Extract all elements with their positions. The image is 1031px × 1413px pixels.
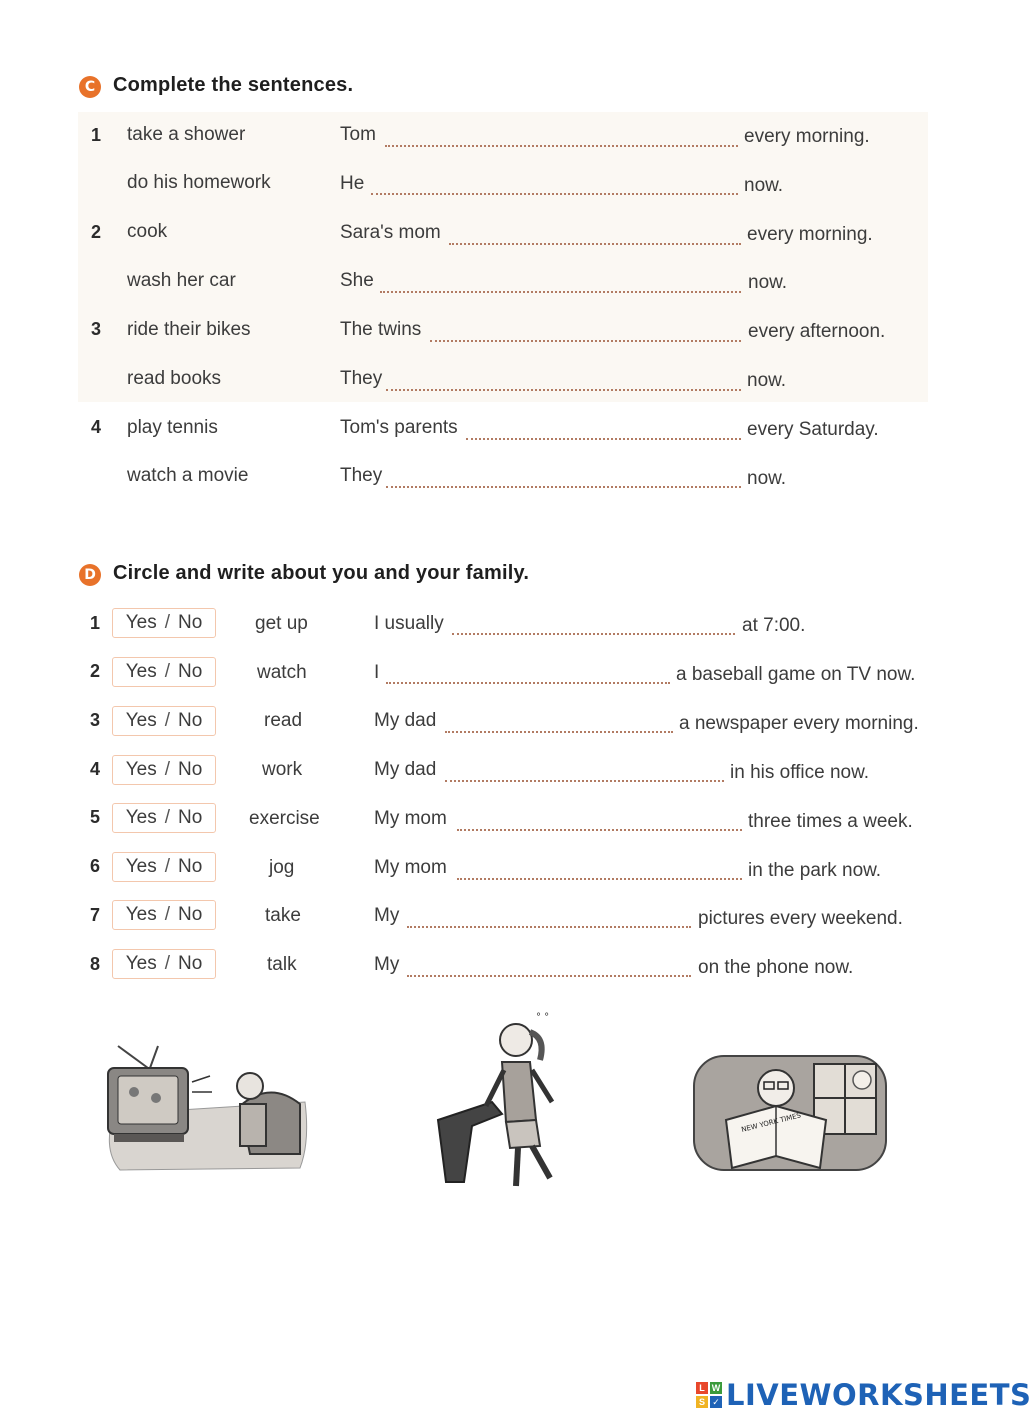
item-number: 1	[90, 613, 101, 633]
answer-blank[interactable]	[380, 291, 741, 293]
sentence-subject: She	[340, 270, 374, 291]
sentence-ending: a baseball game on TV now.	[676, 664, 916, 685]
sentence-subject: My mom	[374, 808, 447, 829]
sentence-ending: every Saturday.	[747, 419, 879, 440]
no-option[interactable]: No	[177, 904, 203, 925]
yes-no-choice	[112, 949, 216, 979]
sentence-subject: Tom's parents	[340, 417, 458, 438]
answer-blank[interactable]	[457, 878, 742, 880]
sentence-subject: My dad	[374, 710, 437, 731]
section-d-badge: D	[79, 564, 101, 586]
answer-blank[interactable]	[407, 975, 691, 977]
sentence-ending: now.	[744, 175, 784, 196]
yes-option[interactable]: Yes	[125, 612, 157, 633]
answer-blank[interactable]	[385, 145, 738, 147]
item-number: 3	[90, 710, 101, 730]
sentence-ending: every afternoon.	[748, 321, 886, 342]
answer-blank[interactable]	[371, 193, 738, 195]
yes-option[interactable]: Yes	[125, 710, 157, 731]
sentence-subject: He	[340, 173, 365, 194]
section-d-title: Circle and write about you and your family.	[113, 562, 530, 584]
verb-prompt: play tennis	[127, 417, 218, 438]
verb-prompt: wash her car	[127, 270, 236, 291]
no-option[interactable]: No	[177, 661, 203, 682]
item-number: 3	[91, 319, 102, 339]
verb-prompt: get up	[255, 613, 308, 634]
item-number: 1	[91, 125, 102, 145]
sentence-subject: I usually	[374, 613, 444, 634]
no-option[interactable]: No	[177, 807, 203, 828]
sentence-ending: now.	[747, 370, 787, 391]
sentence-subject: My	[374, 905, 400, 926]
verb-prompt: cook	[127, 221, 168, 242]
sentence-ending: every morning.	[744, 126, 870, 147]
logo-text: LIVEWORKSHEETS	[726, 1378, 1031, 1412]
sentence-subject: I	[374, 662, 380, 683]
answer-blank[interactable]	[386, 486, 741, 488]
answer-blank[interactable]	[407, 926, 691, 928]
section-c-badge: C	[79, 76, 101, 98]
yes-option[interactable]: Yes	[125, 807, 157, 828]
answer-blank[interactable]	[452, 633, 735, 635]
item-number: 6	[90, 856, 101, 876]
yes-no-choice	[112, 755, 216, 785]
verb-prompt: read books	[127, 368, 222, 389]
choice-separator: /	[164, 904, 170, 925]
sentence-subject: My mom	[374, 857, 447, 878]
item-number: 4	[91, 417, 102, 437]
newspaper-reading-illustration	[690, 1040, 890, 1174]
sentence-ending: at 7:00.	[742, 615, 806, 636]
answer-blank[interactable]	[386, 389, 741, 391]
section-c-background	[78, 112, 928, 402]
yes-option[interactable]: Yes	[125, 759, 157, 780]
verb-prompt: exercise	[249, 808, 320, 829]
choice-separator: /	[164, 856, 170, 877]
sentence-ending: in the park now.	[748, 860, 882, 881]
logo-letter-l: L	[696, 1382, 708, 1394]
jogging-woman-illustration	[432, 1010, 582, 1192]
section-c-title: Complete the sentences.	[113, 74, 354, 96]
item-number: 5	[90, 807, 101, 827]
yes-option[interactable]: Yes	[125, 661, 157, 682]
verb-prompt: ride their bikes	[127, 319, 251, 340]
sentence-subject: My dad	[374, 759, 437, 780]
item-number: 2	[91, 222, 102, 242]
answer-blank[interactable]	[449, 243, 741, 245]
item-number: 4	[90, 759, 101, 779]
verb-prompt: take a shower	[127, 124, 246, 145]
sentence-ending: pictures every weekend.	[698, 908, 903, 929]
sentence-ending: every morning.	[747, 224, 873, 245]
item-number: 8	[90, 954, 101, 974]
sentence-ending: in his office now.	[730, 762, 870, 783]
verb-prompt: watch	[257, 662, 307, 683]
no-option[interactable]: No	[177, 953, 203, 974]
answer-blank[interactable]	[466, 438, 741, 440]
tv-watching-illustration	[100, 1042, 310, 1174]
yes-no-choice	[112, 803, 216, 833]
verb-prompt: jog	[269, 857, 295, 878]
yes-no-choice	[112, 900, 216, 930]
choice-separator: /	[164, 661, 170, 682]
logo-letter-s: S	[696, 1396, 708, 1408]
sentence-ending: a newspaper every morning.	[679, 713, 919, 734]
no-option[interactable]: No	[177, 612, 203, 633]
verb-prompt: watch a movie	[127, 465, 249, 486]
yes-no-choice	[112, 852, 216, 882]
choice-separator: /	[164, 612, 170, 633]
liveworksheets-logo[interactable]	[696, 1378, 1031, 1412]
sentence-ending: now.	[748, 272, 788, 293]
item-number: 2	[90, 661, 101, 681]
verb-prompt: take	[265, 905, 301, 926]
sentence-subject: Sara's mom	[340, 222, 441, 243]
choice-separator: /	[164, 807, 170, 828]
sentence-subject: They	[340, 465, 383, 486]
sentence-subject: They	[340, 368, 383, 389]
sentence-ending: now.	[747, 468, 787, 489]
item-number: 7	[90, 905, 101, 925]
verb-prompt: do his homework	[127, 172, 271, 193]
newspaper-masthead: NEW YORK TIMES	[740, 1111, 802, 1134]
sentence-subject: Tom	[340, 124, 376, 145]
no-option[interactable]: No	[177, 710, 203, 731]
yes-option[interactable]: Yes	[125, 953, 157, 974]
verb-prompt: work	[262, 759, 303, 780]
answer-blank[interactable]	[445, 731, 673, 733]
sentence-subject: The twins	[340, 319, 422, 340]
answer-blank[interactable]	[457, 829, 742, 831]
yes-no-choice	[112, 608, 216, 638]
answer-blank[interactable]	[386, 682, 670, 684]
logo-letter-w: W	[711, 1383, 721, 1393]
yes-option[interactable]: Yes	[125, 856, 157, 877]
answer-blank[interactable]	[445, 780, 724, 782]
logo-mark-icon	[696, 1382, 722, 1408]
choice-separator: /	[164, 953, 170, 974]
no-option[interactable]: No	[177, 759, 203, 780]
svg-text:° °: ° °	[536, 1012, 550, 1023]
no-option[interactable]: No	[177, 856, 203, 877]
sentence-subject: My	[374, 954, 400, 975]
verb-prompt: talk	[267, 954, 297, 975]
yes-no-choice	[112, 657, 216, 687]
choice-separator: /	[164, 710, 170, 731]
sentence-ending: three times a week.	[748, 811, 913, 832]
choice-separator: /	[164, 759, 170, 780]
logo-check-icon: ✓	[710, 1396, 722, 1408]
yes-no-choice	[112, 706, 216, 736]
sentence-ending: on the phone now.	[698, 957, 854, 978]
verb-prompt: read	[264, 710, 303, 731]
answer-blank[interactable]	[430, 340, 741, 342]
yes-option[interactable]: Yes	[125, 904, 157, 925]
